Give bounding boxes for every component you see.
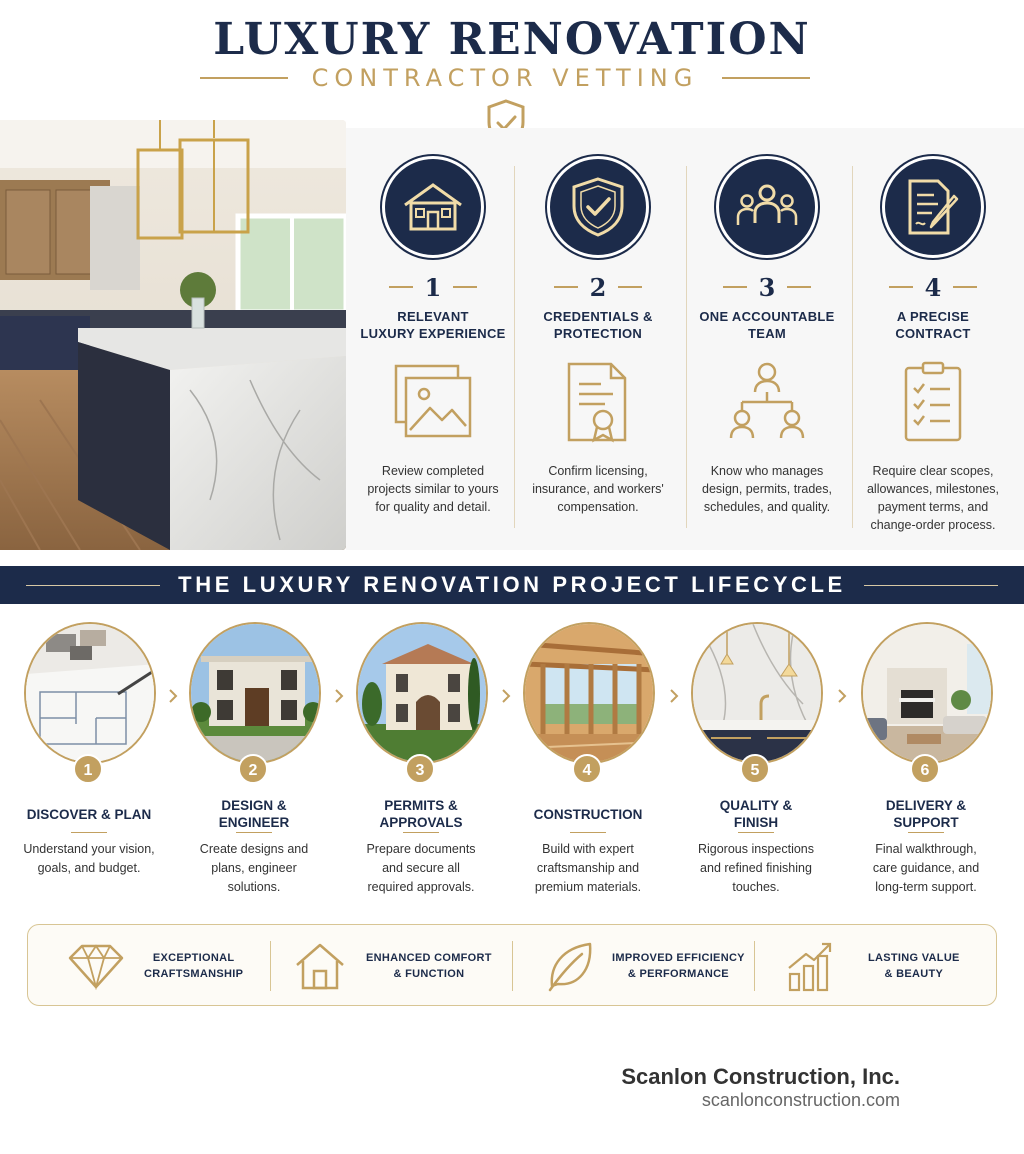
vetting-title	[850, 308, 1016, 342]
step-number-badge: 3	[405, 754, 435, 784]
blueprint-photo	[24, 622, 156, 764]
certificate-icon	[553, 360, 643, 444]
number-dash	[618, 286, 642, 288]
step-title-line: ENGINEER	[218, 815, 290, 830]
benefit-divider	[754, 941, 755, 991]
lifecycle-step-3	[337, 620, 505, 900]
website-link[interactable]: scanlonconstruction.com	[701, 1090, 900, 1110]
number-dash	[389, 286, 413, 288]
vetting-desc-line: Review completed	[381, 464, 485, 478]
step-title-line: APPROVALS	[379, 815, 463, 830]
page-title: LUXURY RENOVATION	[213, 14, 811, 65]
vetting-title-line: LUXURY EXPERIENCE	[360, 326, 506, 341]
benefit-label-line: IMPROVED EFFICIENCY	[612, 952, 745, 964]
banner-rule-left	[26, 585, 160, 586]
number-dash	[889, 286, 913, 288]
vetting-desc-line: projects similar to yours	[367, 482, 499, 496]
step-title-line: DESIGN &	[221, 798, 287, 813]
vetting-title-line: RELEVANT	[397, 309, 469, 324]
vetting-number: 1	[424, 272, 442, 302]
number-dash	[554, 286, 578, 288]
subtitle-row	[200, 64, 810, 92]
step-desc-line: long-term support.	[875, 880, 977, 894]
house-icon	[401, 179, 465, 235]
subtitle-rule-right	[722, 77, 810, 79]
benefit-label-line: & BEAUTY	[884, 968, 944, 980]
benefit-divider	[512, 941, 513, 991]
org-chart-icon	[722, 360, 812, 444]
vetting-desc-line: Confirm licensing,	[548, 464, 648, 478]
vetting-circle-3	[716, 156, 818, 258]
step-desc-line: solutions.	[227, 880, 281, 894]
benefit-label-line: CRAFTSMANSHIP	[144, 968, 244, 980]
step-desc-line: and refined finishing	[700, 861, 812, 875]
lifecycle-banner	[0, 566, 1024, 604]
living-room-photo	[861, 622, 993, 764]
photos-icon	[388, 360, 478, 444]
step-title	[504, 796, 672, 832]
step-underline	[570, 832, 606, 833]
step-title-line: DELIVERY &	[885, 798, 967, 813]
vetting-circle-4	[882, 156, 984, 258]
step-description	[170, 840, 338, 897]
benefit-label-line: & FUNCTION	[393, 968, 465, 980]
vetting-description	[854, 462, 1012, 534]
benefit-label	[868, 950, 960, 982]
step-underline	[403, 832, 439, 833]
benefit-item-1	[68, 925, 243, 1007]
benefit-label	[366, 950, 492, 982]
step-description	[842, 840, 1010, 897]
vetting-desc-line: schedules, and quality.	[703, 500, 831, 514]
vetting-item-3	[684, 128, 850, 550]
vetting-number-row-2	[515, 272, 681, 302]
step-title	[672, 796, 840, 832]
step-desc-line: Prepare documents	[366, 842, 476, 856]
page-subtitle: CONTRACTOR VETTING	[311, 64, 699, 92]
vetting-description	[688, 462, 846, 516]
vetting-description	[519, 462, 677, 516]
step-desc-line: care guidance, and	[872, 861, 980, 875]
mediterranean-villa-photo	[356, 622, 488, 764]
benefit-label-line: & PERFORMANCE	[627, 968, 729, 980]
vetting-circle-1	[382, 156, 484, 258]
vetting-desc-line: payment terms, and	[877, 500, 989, 514]
modern-house-photo	[189, 622, 321, 764]
home-icon	[294, 941, 346, 991]
vetting-title	[515, 308, 681, 342]
step-desc-line: goals, and budget.	[37, 861, 141, 875]
vetting-number: 4	[924, 272, 942, 302]
step-title-line: FINISH	[733, 815, 779, 830]
step-desc-line: craftsmanship and	[536, 861, 640, 875]
vetting-desc-line: insurance, and workers'	[532, 482, 664, 496]
vetting-desc-line: for quality and detail.	[375, 500, 491, 514]
step-underline	[908, 832, 944, 833]
vetting-title-line: CONTRACT	[895, 326, 971, 341]
vetting-number-row-3	[684, 272, 850, 302]
step-desc-line: plans, engineer	[211, 861, 297, 875]
step-desc-line: Create designs and	[199, 842, 309, 856]
vetting-title-line: ONE ACCOUNTABLE	[699, 309, 835, 324]
vetting-number: 3	[758, 272, 776, 302]
step-underline	[71, 832, 107, 833]
vetting-title	[684, 308, 850, 342]
step-desc-line: premium materials.	[534, 880, 642, 894]
step-desc-line: Final walkthrough,	[875, 842, 977, 856]
company-name: Scanlon Construction, Inc.	[621, 1064, 900, 1089]
vetting-title-line: TEAM	[747, 326, 787, 341]
diamond-icon	[68, 942, 124, 990]
step-number-badge: 6	[910, 754, 940, 784]
step-title-line: PERMITS &	[384, 798, 458, 813]
step-title	[5, 796, 173, 832]
step-number-badge: 4	[572, 754, 602, 784]
lifecycle-step-5	[672, 620, 840, 900]
benefit-divider	[270, 941, 271, 991]
step-desc-line: touches.	[732, 880, 780, 894]
vetting-number: 2	[589, 272, 607, 302]
vetting-desc-line: change-order process.	[870, 518, 996, 532]
vetting-title-line: CREDENTIALS &	[543, 309, 653, 324]
step-number-badge: 5	[740, 754, 770, 784]
vetting-circle-2	[547, 156, 649, 258]
number-dash	[953, 286, 977, 288]
step-title-line: QUALITY &	[719, 798, 793, 813]
step-number-badge: 1	[73, 754, 103, 784]
vetting-title-line: PROTECTION	[553, 326, 643, 341]
step-underline	[738, 832, 774, 833]
number-dash	[453, 286, 477, 288]
lifecycle-step-2	[170, 620, 338, 900]
step-desc-line: Build with expert	[542, 842, 634, 856]
step-title	[337, 796, 505, 832]
benefit-label-line: EXCEPTIONAL	[152, 952, 235, 964]
vetting-item-4	[850, 128, 1016, 550]
checklist-icon	[888, 360, 978, 444]
step-title-line: DISCOVER & PLAN	[26, 806, 152, 822]
benefit-item-4	[786, 925, 960, 1007]
kitchen-hero-image	[0, 120, 346, 550]
benefit-item-3	[546, 925, 745, 1007]
vetting-desc-line: design, permits, trades,	[702, 482, 832, 496]
step-desc-line: Understand your vision,	[23, 842, 155, 856]
vetting-desc-line: allowances, milestones,	[866, 482, 999, 496]
lifecycle-title: THE LUXURY RENOVATION PROJECT LIFECYCLE	[178, 572, 846, 597]
team-icon	[735, 181, 799, 233]
step-description	[337, 840, 505, 897]
wood-framing-photo	[523, 622, 655, 764]
benefit-label-line: ENHANCED COMFORT	[366, 952, 492, 964]
vetting-desc-line: Require clear scopes,	[872, 464, 994, 478]
vetting-item-1	[350, 128, 516, 550]
banner-rule-right	[864, 585, 998, 586]
vetting-title-line: A PRECISE	[896, 309, 970, 324]
vetting-number-row-1	[350, 272, 516, 302]
lifecycle-step-6	[842, 620, 1010, 900]
step-desc-line: and secure all	[382, 861, 460, 875]
vetting-number-row-4	[850, 272, 1016, 302]
benefit-label	[144, 950, 243, 982]
shield-check-icon	[570, 176, 626, 238]
step-desc-line: Rigorous inspections	[697, 842, 815, 856]
benefits-bar	[27, 924, 997, 1006]
step-description	[672, 840, 840, 897]
vetting-desc-line: compensation.	[557, 500, 639, 514]
step-description	[5, 840, 173, 878]
benefit-label	[612, 950, 745, 982]
step-title-line: CONSTRUCTION	[533, 806, 643, 822]
step-title-line: SUPPORT	[893, 815, 959, 830]
step-title	[842, 796, 1010, 832]
vetting-description	[354, 462, 512, 516]
vetting-item-2	[515, 128, 681, 550]
subtitle-rule-left	[200, 77, 288, 79]
step-title	[170, 796, 338, 832]
number-dash	[723, 286, 747, 288]
benefit-label-line: LASTING VALUE	[868, 952, 960, 964]
marble-kitchen-photo	[691, 622, 823, 764]
leaf-icon	[546, 940, 594, 992]
step-desc-line: required approvals.	[367, 880, 475, 894]
contract-pen-icon	[904, 177, 962, 237]
lifecycle-step-4	[504, 620, 672, 900]
step-underline	[236, 832, 272, 833]
step-number-badge: 2	[238, 754, 268, 784]
lifecycle-step-1	[5, 620, 173, 900]
vetting-desc-line: Know who manages	[710, 464, 824, 478]
step-description	[504, 840, 672, 897]
growth-chart-icon	[786, 940, 834, 992]
benefit-item-2	[294, 925, 492, 1007]
vetting-title	[350, 308, 516, 342]
number-dash	[787, 286, 811, 288]
vetting-panel	[346, 128, 1024, 550]
